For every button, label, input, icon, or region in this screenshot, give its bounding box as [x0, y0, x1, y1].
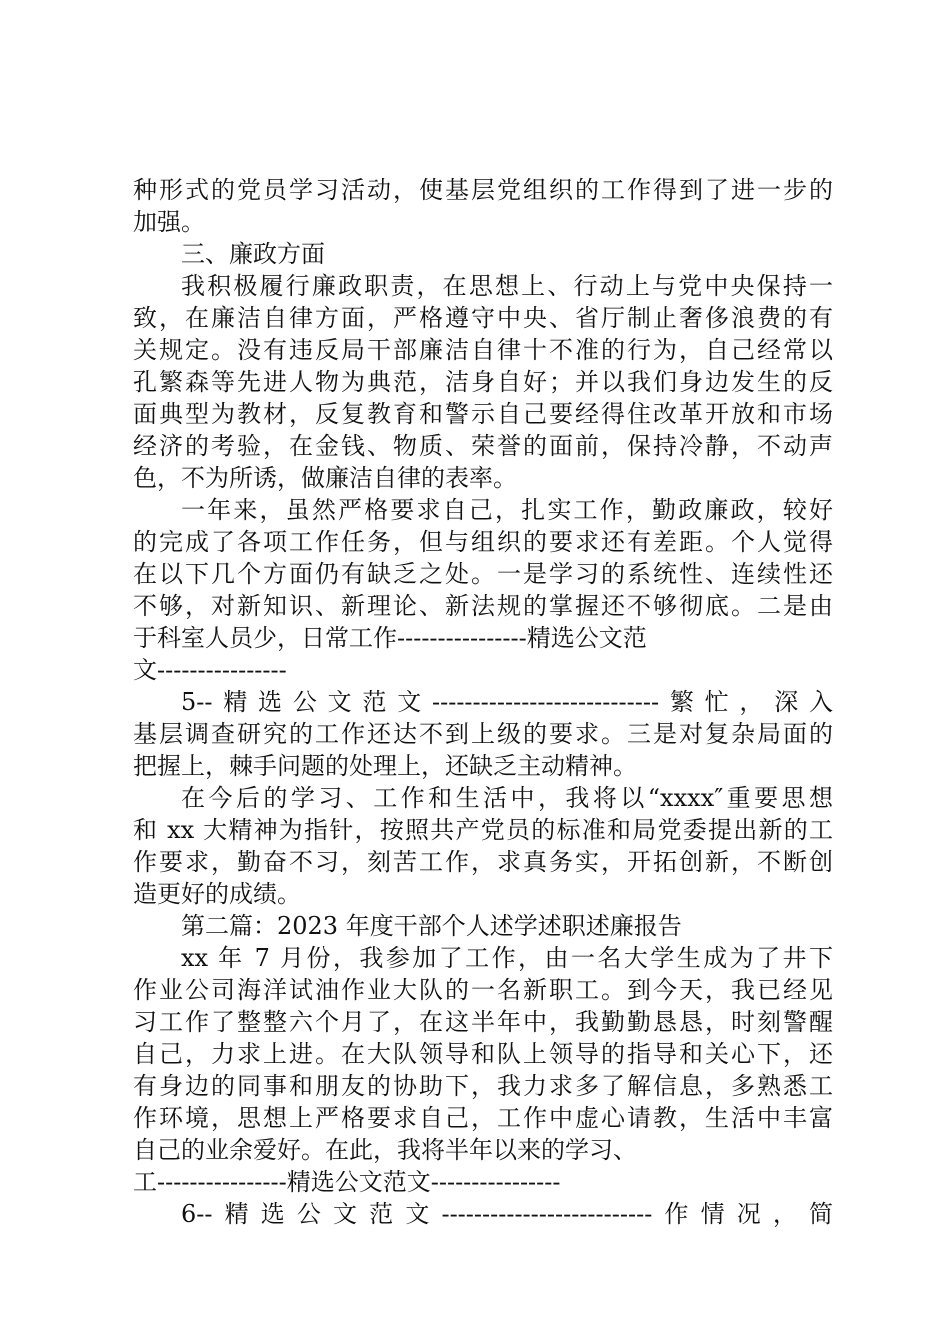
text-line: 致，在廉洁自律方面，严格遵守中央、省厅制止奢侈浪费的有 [133, 304, 833, 332]
text-line: 和 xx 大精神为指针，按照共产党员的标准和局党委提出新的工 [133, 816, 833, 844]
section-heading: 三、廉政方面 [181, 240, 325, 268]
text-line: 在以下几个方面仍有缺乏之处。一是学习的系统性、连续性还 [133, 560, 833, 588]
text-line: 在今后的学习、工作和生活中，我将以“xxxx″重要思想 [181, 784, 833, 812]
text-line: 我积极履行廉政职责，在思想上、行动上与党中央保持一 [181, 272, 833, 300]
text-line: 自己，力求上进。在大队领导和队上领导的指导和关心下，还 [133, 1040, 833, 1068]
text-line: 基层调查研究的工作还达不到上级的要求。三是对复杂局面的 [133, 720, 833, 748]
section-heading: 第二篇：2023 年度干部个人述学述职述廉报告 [181, 912, 682, 940]
text-line: 工----------------精选公文范文---------------- [133, 1168, 561, 1196]
text-line: 于科室人员少，日常工作----------------精选公文范 [133, 624, 647, 652]
text-line: 作业公司海洋试油作业大队的一名新职工。到今天，我已经见 [133, 976, 833, 1004]
text-line: 文---------------- [133, 656, 287, 684]
text-line: 自己的业余爱好。在此，我将半年以来的学习、 [133, 1136, 637, 1164]
text-line: 关规定。没有违反局干部廉洁自律十不准的行为，自己经常以 [133, 336, 833, 364]
text-line: 作环境，思想上严格要求自己，工作中虚心请教，生活中丰富 [133, 1104, 833, 1132]
text-line: 把握上，棘手问题的处理上，还缺乏主动精神。 [133, 752, 637, 780]
text-line: 6--精选公文范文--------------------------作情况，简 [181, 1200, 833, 1228]
text-line: 作要求，勤奋不习，刻苦工作，求真务实，开拓创新，不断创 [133, 848, 833, 876]
text-line: 5--精选公文范文----------------------------繁忙，深入 [181, 688, 833, 716]
text-line: 种形式的党员学习活动，使基层党组织的工作得到了进一步的 [133, 176, 833, 204]
text-line: xx 年 7 月份，我参加了工作，由一名大学生成为了井下 [181, 944, 833, 972]
text-line: 有身边的同事和朋友的协助下，我力求多了解信息，多熟悉工 [133, 1072, 833, 1100]
text-line: 经济的考验，在金钱、物质、荣誉的面前，保持冷静，不动声 [133, 432, 833, 460]
text-line: 习工作了整整六个月了，在这半年中，我勤勤恳恳，时刻警醒 [133, 1008, 833, 1036]
text-line: 孔繁森等先进人物为典范，洁身自好；并以我们身边发生的反 [133, 368, 833, 396]
text-line: 色，不为所诱，做廉洁自律的表率。 [133, 464, 517, 492]
text-line: 不够，对新知识、新理论、新法规的掌握还不够彻底。二是由 [133, 592, 833, 620]
text-line: 造更好的成绩。 [133, 880, 301, 908]
text-line: 加强。 [133, 208, 205, 236]
text-line: 一年来，虽然严格要求自己，扎实工作，勤政廉政，较好 [181, 496, 833, 524]
text-line: 面典型为教材，反复教育和警示自己要经得住改革开放和市场 [133, 400, 833, 428]
text-line: 的完成了各项工作任务，但与组织的要求还有差距。个人觉得 [133, 528, 833, 556]
